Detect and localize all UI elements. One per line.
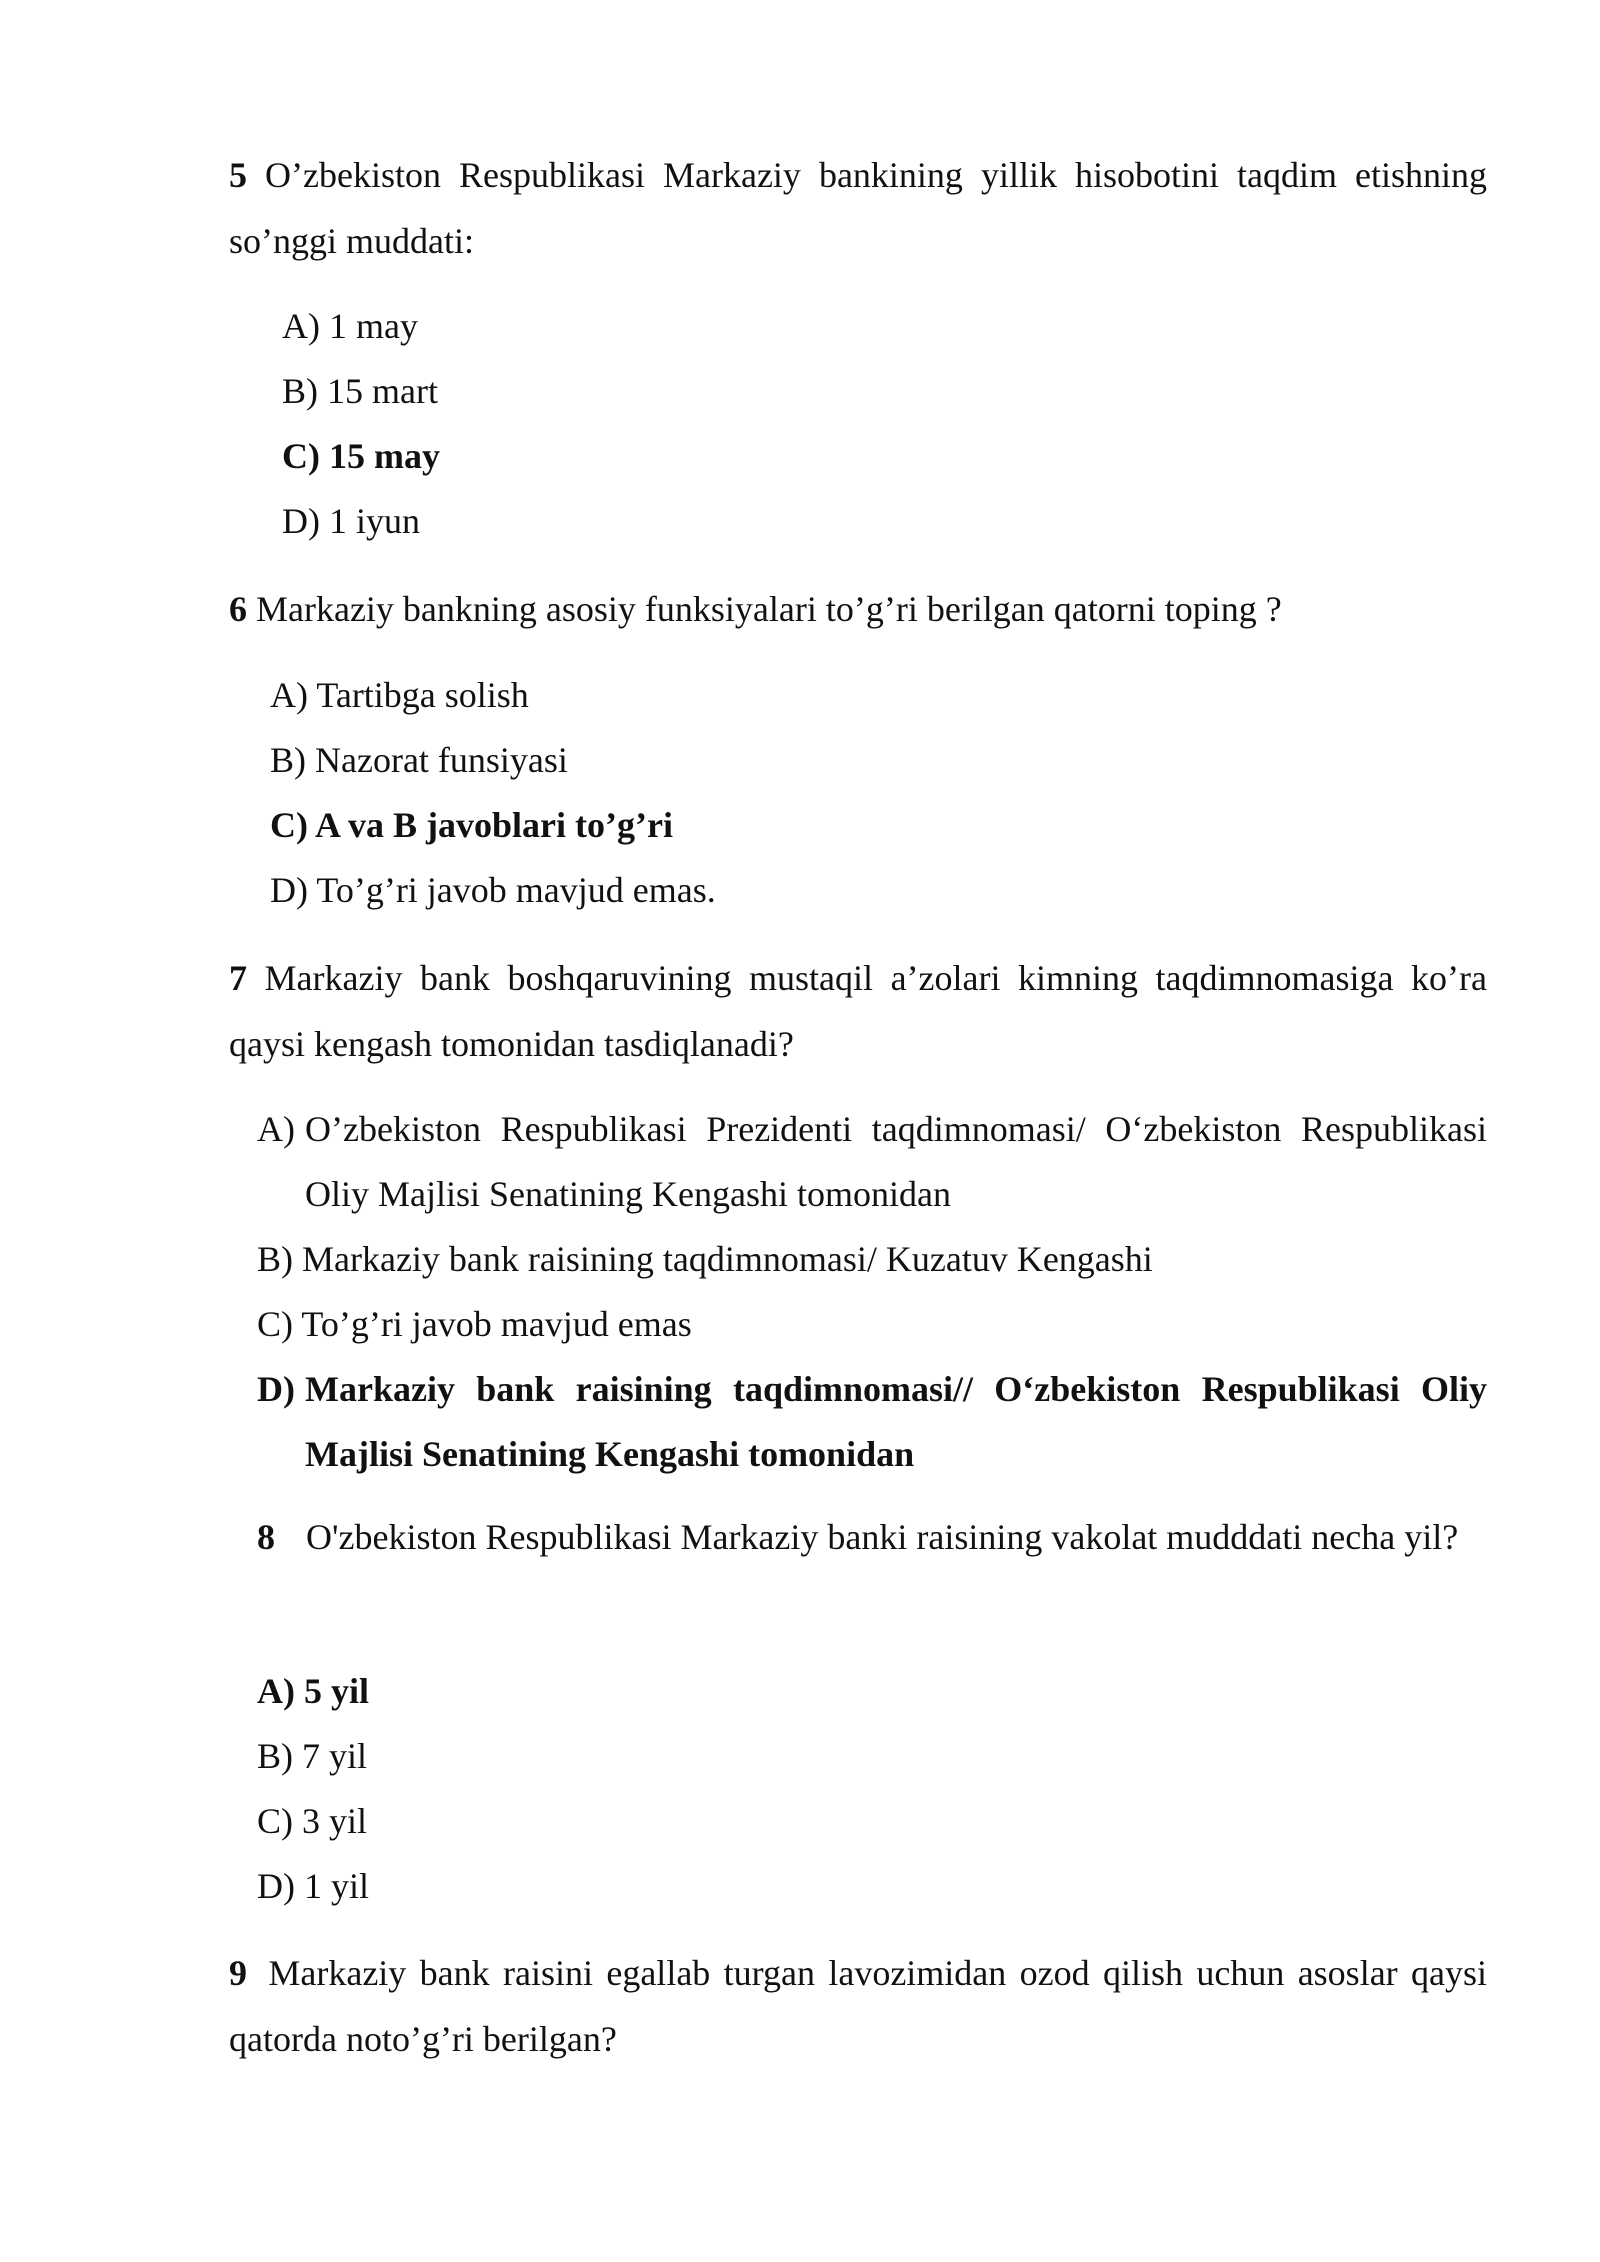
option-b: B) Markaziy bank raisining taqdimnomasi/ Kuzatuv Kengashi (257, 1239, 1153, 1279)
option-b: B) 7 yil (257, 1736, 368, 1776)
option-a: A) Tartibga solish (270, 675, 529, 715)
option-c-correct: C) A va B javoblari to’g’ri (270, 805, 673, 845)
question-5 (229, 142, 1487, 274)
option-a: A) O’zbekiston Respublikasi Prezidenti taqdimnomasi/ O‘zbekiston Respublikasi Oliy Majlisi Senatining Kengashi tomonidan (257, 1109, 1487, 1214)
option-a: A) 1 may (282, 306, 418, 346)
question-7 (229, 945, 1487, 1077)
question-number: 6 (229, 589, 247, 629)
option-d: D) To’g’ri javob mavjud emas. (270, 870, 716, 910)
option-d: D) 1 iyun (282, 501, 421, 541)
option-a-correct: A) 5 yil (257, 1671, 370, 1711)
question-text: Markaziy bank boshqaruvining mustaqil a’zolari kimning taqdimnomasiga ko’ra qaysi kengash tomonidan tasdiqlanadi? (229, 958, 1488, 1064)
option-c-correct: C) 15 may (282, 436, 440, 476)
question-6 (229, 576, 1487, 642)
question-8 (257, 1504, 1487, 1570)
option-b: B) 15 mart (282, 371, 438, 411)
option-d: D) 1 yil (257, 1866, 370, 1906)
question-text: Markaziy bank raisini egallab turgan lavozimidan ozod qilish uchun asoslar qaysi qatorda noto’g’ri berilgan? (229, 1953, 1488, 2059)
question-number: 5 (229, 155, 247, 195)
question-text: O'zbekiston Respublikasi Markaziy banki raisining vakolat mudddati necha yil? (306, 1517, 1459, 1557)
question-number: 8 (257, 1517, 275, 1557)
option-b: B) Nazorat funsiyasi (270, 740, 568, 780)
question-text: Markaziy bankning asosiy funksiyalari to’g’ri berilgan qatorni toping ? (256, 589, 1282, 629)
question-text: O’zbekiston Respublikasi Markaziy bankining yillik hisobotini taqdim etishning so’nggi muddati: (229, 155, 1487, 261)
question-9 (229, 1940, 1487, 2072)
option-d-correct: D) Markaziy bank raisining taqdimnomasi// O‘zbekiston Respublikasi Oliy Majlisi Senatining Kengashi tomonidan (257, 1369, 1487, 1474)
question-number: 7 (229, 958, 247, 998)
option-c: C) To’g’ri javob mavjud emas (257, 1304, 692, 1344)
option-c: C) 3 yil (257, 1801, 368, 1841)
question-number: 9 (229, 1953, 247, 1993)
